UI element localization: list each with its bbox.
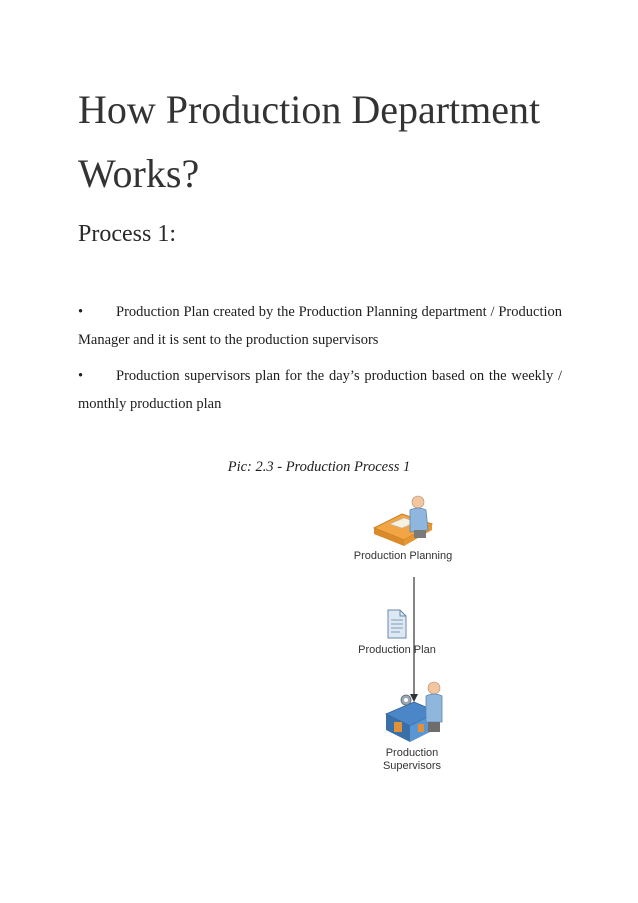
bullet-text: Production Plan created by the Production Planning department / Production Manager and it is sent to the production supervisors bbox=[78, 304, 562, 348]
diagram-graphics bbox=[330, 490, 480, 780]
node-label-production-supervisors: Production Supervisors bbox=[382, 747, 442, 772]
bullet-item bbox=[78, 362, 562, 418]
page-title: How Production Department Works? bbox=[78, 87, 541, 196]
process-diagram bbox=[330, 490, 480, 780]
node-label-production-planning: Production Planning bbox=[353, 550, 453, 562]
figure-caption: Pic: 2.3 - Production Process 1 bbox=[227, 459, 411, 475]
section-subtitle: Process 1: bbox=[78, 221, 176, 247]
bullet-list bbox=[78, 298, 562, 426]
document-icon bbox=[388, 610, 406, 638]
node-label-production-plan: Production Plan bbox=[358, 644, 436, 656]
bullet-text: Production supervisors plan for the day’s production based on the weekly / monthly production plan bbox=[78, 368, 562, 412]
bullet-item bbox=[78, 298, 562, 354]
planner-at-desk-icon bbox=[374, 496, 432, 546]
bullet-marker: • bbox=[78, 304, 84, 320]
bullet-marker: • bbox=[78, 368, 84, 384]
